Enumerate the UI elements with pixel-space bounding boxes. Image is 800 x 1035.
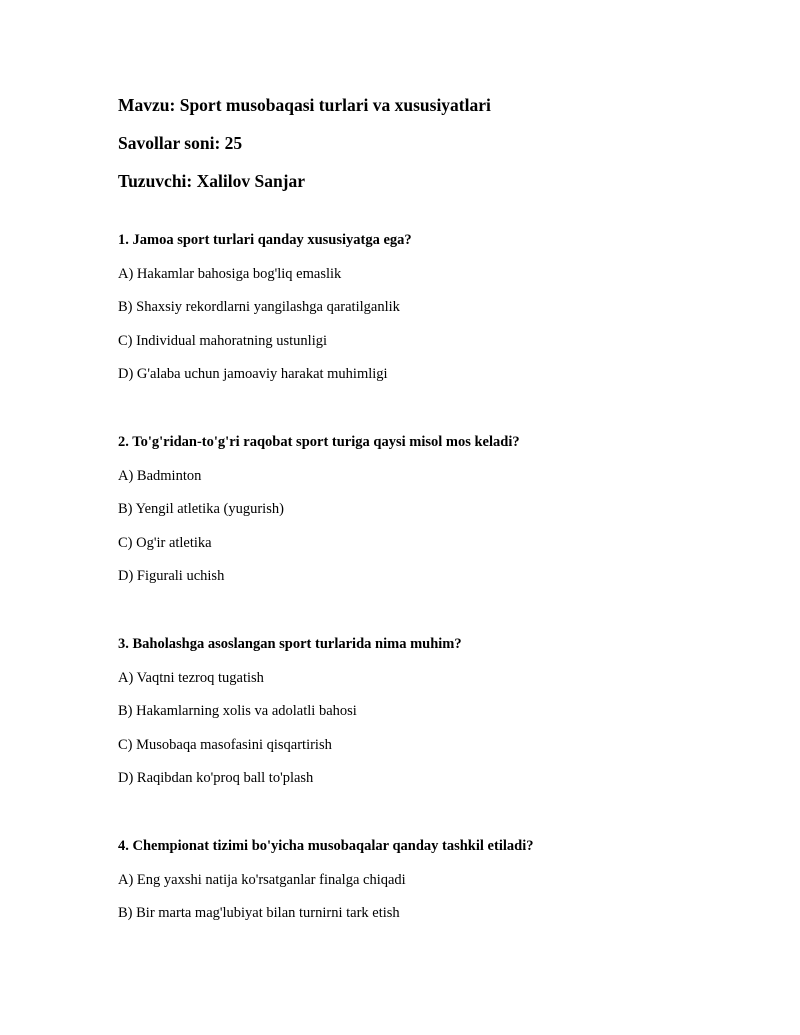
answer-option: A) Hakamlar bahosiga bog'liq emaslik [118, 265, 342, 282]
answer-option: D) Raqibdan ko'proq ball to'plash [118, 770, 314, 786]
answer-option: B) Hakamlarning xolis va adolatli bahosi [118, 703, 357, 719]
topic-heading: Mavzu: Sport musobaqasi turlari va xususiyatlari [118, 95, 491, 115]
answer-option: C) Og'ir atletika [118, 534, 212, 551]
question-title: 4. Chempionat tizimi bo'yicha musobaqalar qanday tashkil etiladi? [118, 838, 534, 854]
answer-option: B) Yengil atletika (yugurish) [118, 501, 284, 517]
question-item [118, 836, 758, 923]
answer-option: C) Musobaqa masofasini qisqartirish [118, 736, 332, 753]
document-header [118, 94, 758, 192]
answer-option: B) Bir marta mag'lubiyat bilan turnirni tark etish [118, 905, 400, 921]
question-title: 3. Baholashga asoslangan sport turlarida nima muhim? [118, 636, 462, 652]
answer-option: A) Vaqtni tezroq tugatish [118, 669, 264, 686]
question-item [118, 432, 758, 586]
answer-option: D) G'alaba uchun jamoaviy harakat muhimligi [118, 366, 388, 382]
question-list [118, 230, 758, 923]
answer-option: B) Shaxsiy rekordlarni yangilashga qaratilganlik [118, 299, 400, 315]
answer-option: D) Figurali uchish [118, 568, 225, 584]
answer-option: A) Eng yaxshi natija ko'rsatganlar finalga chiqadi [118, 871, 406, 888]
document-content [118, 94, 758, 971]
question-item [118, 230, 758, 384]
question-item [118, 634, 758, 788]
answer-option: C) Individual mahoratning ustunligi [118, 332, 328, 349]
question-title: 1. Jamoa sport turlari qanday xususiyatga ega? [118, 232, 412, 248]
author-heading: Tuzuvchi: Xalilov Sanjar [118, 171, 306, 191]
question-title: 2. To'g'ridan-to'g'ri raqobat sport turiga qaysi misol mos keladi? [118, 434, 520, 450]
answer-option: A) Badminton [118, 467, 202, 484]
question-count-heading: Savollar soni: 25 [118, 133, 243, 153]
